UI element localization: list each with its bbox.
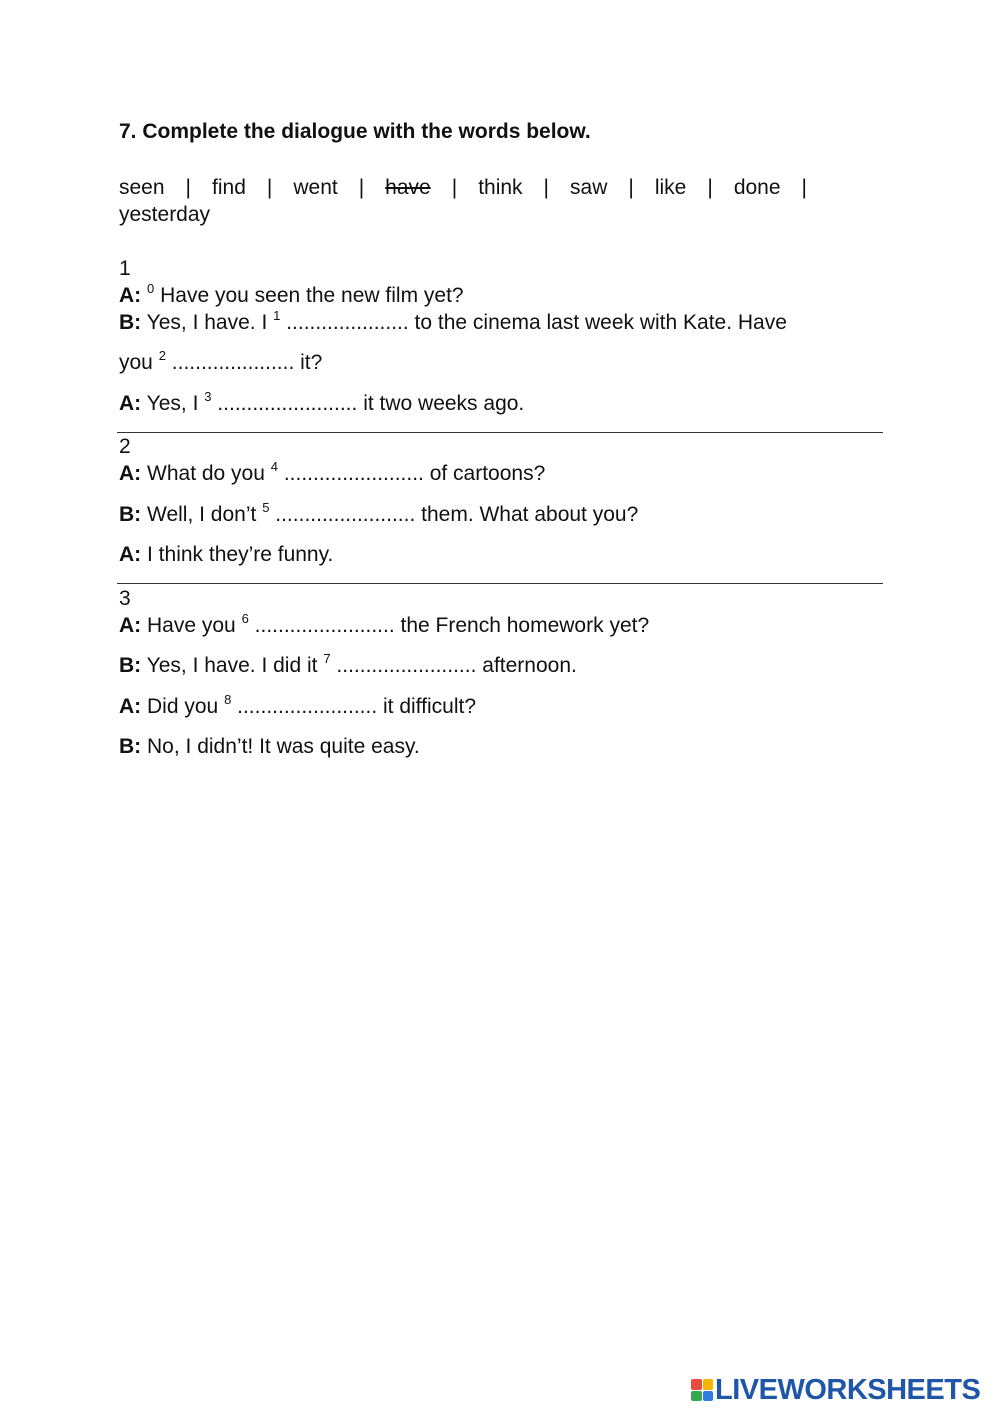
dialogue-line: A: $^0$ Have you seen the new film yet? — [119, 281, 464, 307]
dialogue-number: 3 — [119, 587, 131, 610]
word-bank-item: done — [733, 176, 781, 199]
word-bank-item: have — [385, 176, 431, 199]
word-separator: | — [266, 176, 273, 199]
logo-squares-icon — [691, 1379, 713, 1401]
word-bank-item: find — [212, 176, 246, 199]
dialogue-line: B: Yes, I have. I $^1$ ..................... to the cinema last week with Kate. Have — [119, 308, 787, 334]
section-divider — [117, 432, 883, 433]
word-separator: | — [801, 176, 808, 199]
word-bank-item: seen — [119, 176, 165, 199]
dialogue-line: A: Yes, I $^3$ ........................ it two weeks ago. — [119, 389, 525, 415]
word-separator: | — [707, 176, 713, 199]
dialogue-number: 1 — [119, 257, 131, 280]
word-separator: | — [451, 176, 458, 199]
word-separator: | — [185, 176, 192, 199]
exercise-title: 7. Complete the dialogue with the words below. — [119, 120, 591, 143]
word-bank-item: went — [293, 176, 338, 199]
dialogue-line: A: What do you $^4$ ........................ of cartoons? — [119, 459, 546, 485]
word-bank-item: think — [478, 176, 523, 199]
dialogue-line: A: Have you $^6$ ........................ the French homework yet? — [119, 611, 650, 637]
dialogue-line: you $^2$ ..................... it? — [119, 348, 323, 374]
liveworksheets-logo[interactable] — [691, 1375, 980, 1405]
word-separator: | — [543, 176, 550, 199]
word-separator: | — [628, 176, 634, 199]
word-bank — [119, 174, 828, 228]
word-separator: | — [358, 176, 365, 199]
word-bank-item: like — [654, 176, 687, 199]
dialogue-line: B: Yes, I have. I did it $^7$ ........................ afternoon. — [119, 651, 577, 677]
dialogue-line: A: I think they’re funny. — [119, 543, 334, 566]
word-bank-item: yesterday — [119, 203, 211, 226]
dialogue-line: B: No, I didn’t! It was quite easy. — [119, 735, 420, 758]
section-divider — [117, 583, 883, 584]
dialogue-line: B: Well, I don’t $^5$ ........................ them. What about you? — [119, 500, 639, 526]
dialogue-number: 2 — [119, 435, 131, 458]
dialogue-line: A: Did you $^8$ ........................ it difficult? — [119, 692, 476, 718]
word-bank-item: saw — [570, 176, 608, 199]
logo-text: LIVEWORKSHEETS — [715, 1373, 981, 1406]
